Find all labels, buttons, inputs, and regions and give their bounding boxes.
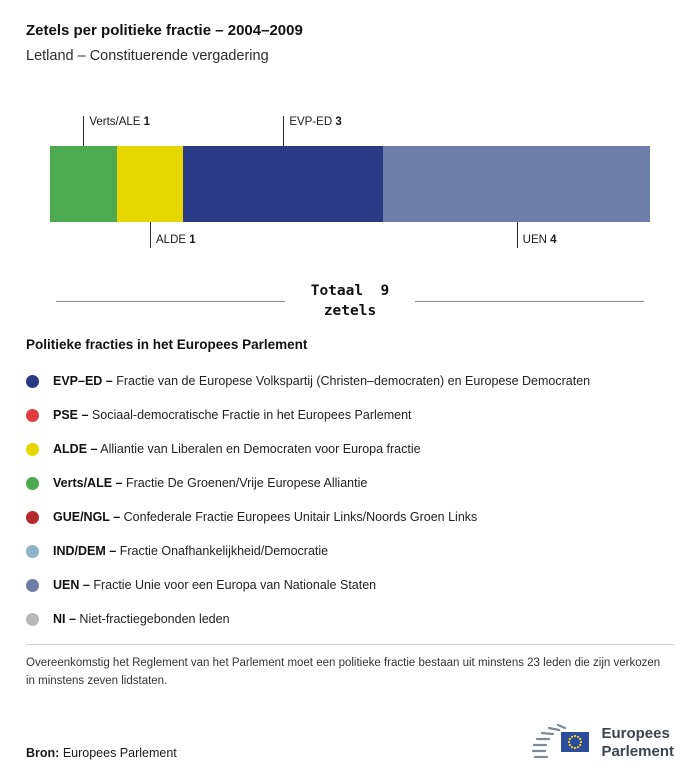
footnote-divider — [26, 644, 674, 645]
bar-callout-evp-ed: EVP-ED 3 — [283, 116, 341, 146]
legend-item-evp-ed — [26, 364, 674, 398]
legend-item-verts-ale — [26, 466, 674, 500]
bar-callout-uen: UEN 4 — [517, 222, 557, 248]
footnote: Overeenkomstig het Reglement van het Parlement moet een politieke fractie bestaan uit minstens 23 leden die zijn verkozen in minstens zeven lidstaten. — [26, 657, 661, 687]
page-subtitle: Letland – Constituerende vergadering — [26, 48, 269, 64]
legend-item-text: EVP–ED – Fractie van de Europese Volkspartij (Christen–democraten) en Europese Democraten — [53, 374, 591, 389]
legend-color-dot — [26, 375, 39, 388]
bar-callout-alde: ALDE 1 — [150, 222, 196, 248]
legend-item-text: UEN – Fractie Unie voor een Europa van Nationale Staten — [53, 578, 377, 593]
legend-color-dot — [26, 579, 39, 592]
legend-color-dot — [26, 545, 39, 558]
stacked-bar — [50, 146, 650, 222]
footer — [26, 722, 674, 764]
source-label: Bron: — [26, 746, 60, 760]
legend-item-text: PSE – Sociaal-democratische Fractie in het Europees Parlement — [53, 408, 412, 423]
legend-color-dot — [26, 511, 39, 524]
legend-item-text: ALDE – Alliantie van Liberalen en Democraten voor Europa fractie — [53, 442, 421, 457]
bar-segment-uen[interactable] — [383, 146, 650, 222]
legend-item-ni — [26, 602, 674, 636]
legend-item-pse — [26, 398, 674, 432]
legend-item-ind-dem — [26, 534, 674, 568]
ep-hemicycle-flag-icon — [530, 722, 592, 764]
source-line — [26, 746, 177, 764]
legend-item-text: Verts/ALE – Fractie De Groenen/Vrije Europese Alliantie — [53, 476, 368, 491]
legend-color-dot — [26, 477, 39, 490]
bar-segment-evp-ed[interactable] — [183, 146, 383, 222]
legend-item-alde — [26, 432, 674, 466]
bar-segment-alde[interactable] — [117, 146, 184, 222]
legend-item-text: GUE/NGL – Confederale Fractie Europees Unitair Links/Noords Groen Links — [53, 510, 478, 525]
source-value: Europees Parlement — [62, 746, 177, 760]
total-row — [56, 282, 644, 321]
seat-chart — [50, 116, 650, 252]
legend-color-dot — [26, 443, 39, 456]
total-seats-label: Totaal 9 zetels — [310, 283, 390, 319]
bar-callout-verts-ale: Verts/ALE 1 — [83, 116, 150, 146]
legend — [26, 364, 674, 636]
total-rule-right — [415, 301, 644, 302]
legend-item-uen — [26, 568, 674, 602]
bar-segment-verts-ale[interactable] — [50, 146, 117, 222]
legend-color-dot — [26, 613, 39, 626]
legend-item-gue-ngl — [26, 500, 674, 534]
legend-color-dot — [26, 409, 39, 422]
legend-item-text: IND/DEM – Fractie Onafhankelijkheid/Democratie — [53, 544, 329, 559]
ep-logo-text: Europees Parlement — [601, 725, 674, 760]
legend-title: Politieke fracties in het Europees Parlement — [26, 337, 308, 353]
legend-item-text: NI – Niet-fractiegebonden leden — [53, 612, 230, 627]
total-rule-left — [56, 301, 285, 302]
european-parliament-logo — [530, 722, 674, 764]
page-title: Zetels per politieke fractie – 2004–2009 — [26, 22, 303, 39]
